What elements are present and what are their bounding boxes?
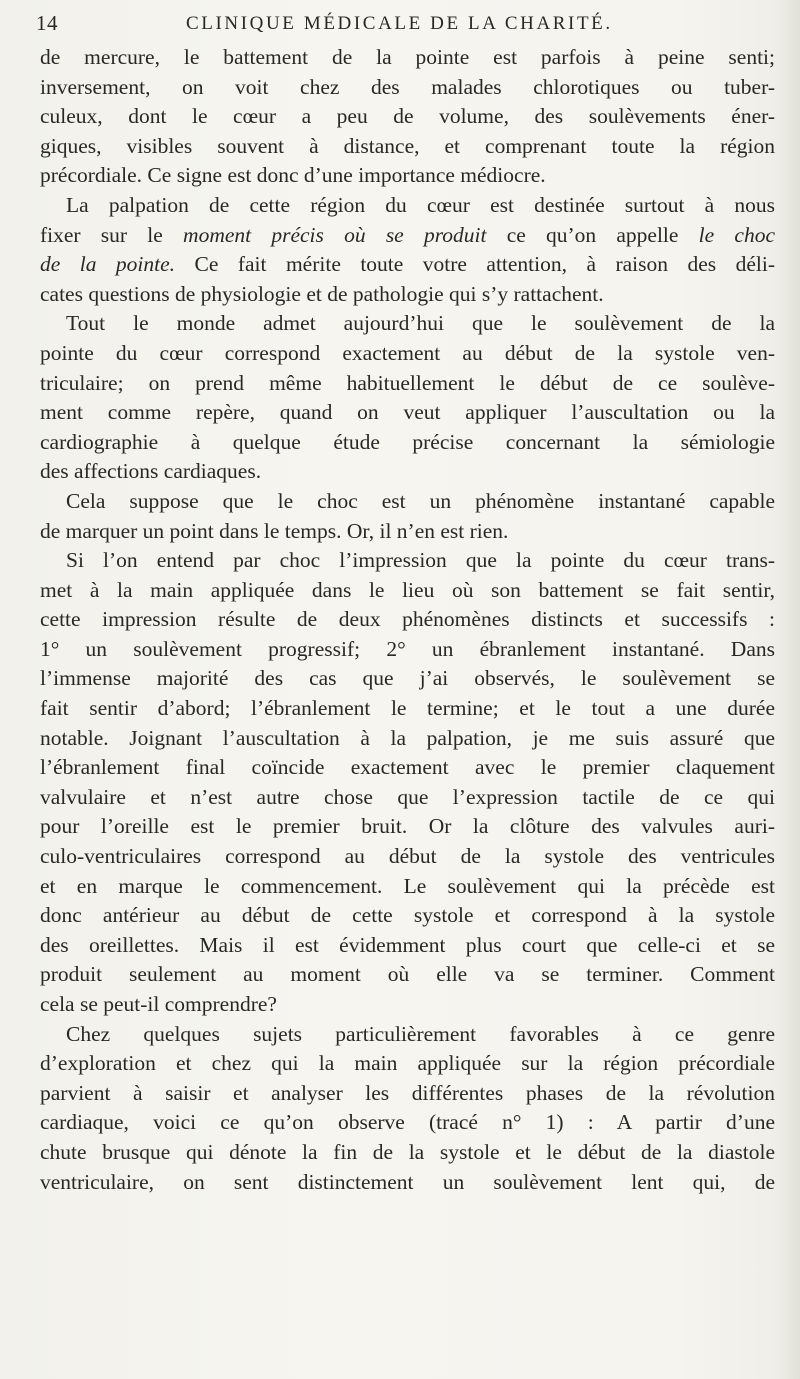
page-edge-shadow — [776, 0, 800, 1379]
text-line: pour l’oreille est le premier bruit. Or la clôture des valvules auri- — [40, 814, 775, 839]
text-line: des affections cardiaques. — [40, 459, 262, 484]
text-line: 1° un soulèvement progressif; 2° un ébranlement instantané. Dans — [40, 636, 775, 661]
text-line — [40, 221, 775, 251]
text-line: Chez quelques sujets particulièrement favorables à ce genre — [66, 1021, 775, 1046]
text-line: valvulaire et n’est autre chose que l’expression tactile de ce qui — [40, 784, 775, 809]
text-line: Tout le monde admet aujourd’hui que le soulèvement de la — [66, 311, 775, 336]
text-line: giques, visibles souvent à distance, et comprenant toute la région — [40, 133, 775, 158]
text-segment: Ce fait mérite toute votre attention, à raison des déli- — [175, 252, 775, 277]
text-line: l’immense majorité des cas que j’ai observés, le soulèvement se — [40, 666, 775, 691]
text-line: précordiale. Ce signe est donc d’une importance médiocre. — [40, 163, 546, 188]
text-line: cardiographie à quelque étude précise concernant la sémiologie — [40, 429, 775, 454]
text-line: des oreillettes. Mais il est évidemment plus court que celle-ci et se — [40, 932, 775, 957]
text-line — [40, 250, 775, 280]
text-line: culeux, dont le cœur a peu de volume, des soulèvements éner- — [40, 104, 775, 129]
text-line: pointe du cœur correspond exactement au début de la systole ven- — [40, 340, 775, 365]
text-segment: fixer sur le — [40, 222, 163, 247]
text-line: ventriculaire, on sent distinctement un soulèvement lent qui, de — [40, 1169, 775, 1194]
body-text — [40, 43, 775, 1197]
text-line: cates questions de physiologie et de pathologie qui s’y rattachent. — [40, 281, 604, 306]
text-line: Si l’on entend par choc l’impression que la pointe du cœur trans- — [66, 548, 775, 573]
text-line: fait sentir d’abord; l’ébranlement le termine; et le tout a une durée — [40, 696, 775, 721]
italic-term: le choc — [698, 222, 775, 247]
text-line: culo-ventriculaires correspond au début de la systole des ventricules — [40, 844, 775, 869]
text-line: l’ébranlement final coïncide exactement avec le premier claquement — [40, 755, 775, 780]
text-line: cela se peut-il comprendre? — [40, 992, 277, 1016]
text-line: de mercure, le battement de la pointe est parfois à peine senti; — [40, 45, 775, 69]
text-line: met à la main appliquée dans le lieu où son battement se fait sentir, — [40, 577, 775, 602]
italic-term: de la pointe. — [40, 252, 176, 277]
text-line: La palpation de cette région du cœur est destinée surtout à nous — [66, 192, 775, 217]
text-line: de marquer un point dans le temps. Or, il n’en est rien. — [40, 518, 509, 543]
text-segment: ce qu’on appelle — [486, 222, 699, 247]
page-header — [36, 11, 772, 41]
text-line: produit seulement au moment où elle va se terminer. Comment — [40, 962, 775, 987]
text-line: notable. Joignant l’auscultation à la palpation, je me suis assuré que — [40, 725, 775, 750]
running-head: CLINIQUE MÉDICALE DE LA CHARITÉ. — [186, 13, 613, 34]
text-line: d’exploration et chez qui la main appliquée sur la région précordiale — [40, 1051, 775, 1076]
italic-term: moment précis où se produit — [183, 222, 487, 247]
text-line: triculaire; on prend même habituellement le début de ce soulève- — [40, 370, 775, 395]
text-line: parvient à saisir et analyser les différentes phases de la révolution — [40, 1080, 775, 1105]
text-line: Cela suppose que le choc est un phénomène instantané capable — [66, 488, 775, 513]
text-line: donc antérieur au début de cette systole et correspond à la systole — [40, 903, 775, 928]
text-line: ment comme repère, quand on veut appliquer l’auscultation ou la — [40, 400, 775, 425]
text-line: inversement, on voit chez des malades chlorotiques ou tuber- — [40, 74, 775, 99]
text-line: chute brusque qui dénote la fin de la systole et le début de la diastole — [40, 1139, 775, 1164]
page-number: 14 — [36, 11, 58, 35]
text-line: cardiaque, voici ce qu’on observe (tracé n° 1) : A partir d’une — [40, 1110, 775, 1135]
text-line: cette impression résulte de deux phénomènes distincts et successifs : — [40, 607, 775, 632]
text-line: et en marque le commencement. Le soulèvement qui la précède est — [40, 873, 775, 898]
